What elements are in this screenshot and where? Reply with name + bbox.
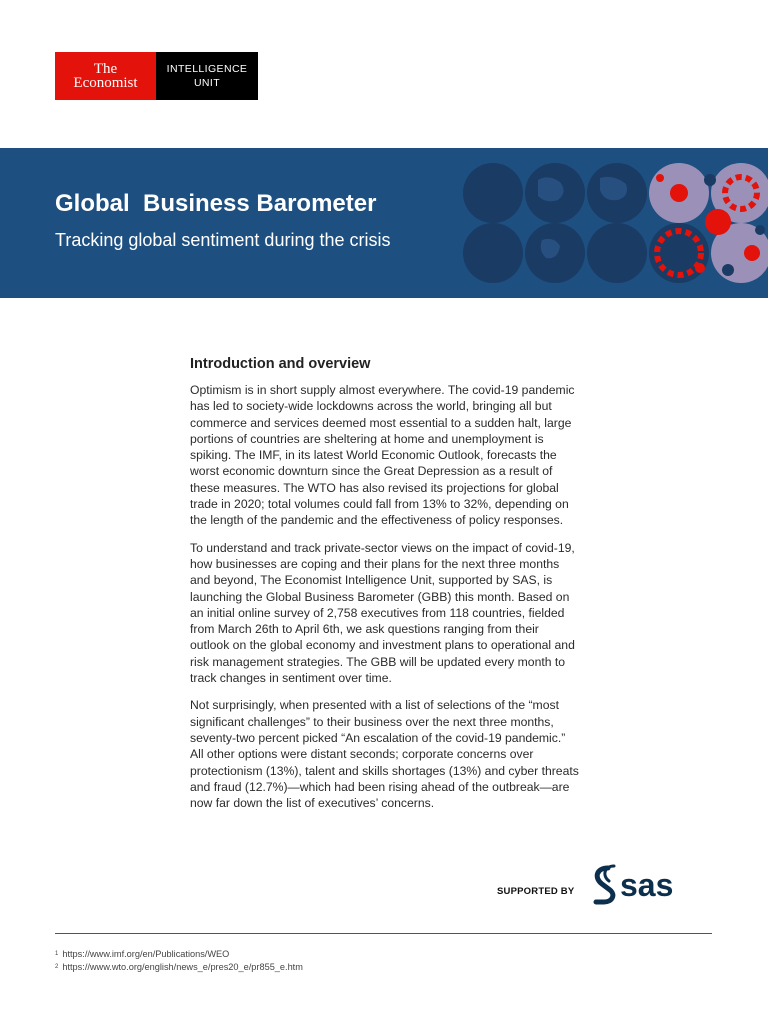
paragraph: Not surprisingly, when presented with a list of selections of the “most significant challenges” to their business over the next three months, seventy-two percent picked “An escalation of the covid-19 pandemic.” All other options were distant seconds; corporate concerns over protectionism (13%), talent and skills shortages (13%) and cyber threats and fraud (12.7%)—which had been rising ahead of the outbreak—are now far down the list of executives’ concerns. <box>190 698 579 811</box>
report-title: Global Business Barometer <box>55 190 377 217</box>
footnote-link[interactable]: https://www.wto.org/english/news_e/pres20_e/pr855_e.htm <box>62 962 303 972</box>
footnote-link[interactable]: https://www.imf.org/en/Publications/WEO <box>62 949 230 959</box>
report-subtitle: Tracking global sentiment during the crisis <box>55 230 391 250</box>
logo-unit-line2: UNIT <box>193 77 221 89</box>
section-heading: Introduction and overview <box>190 356 371 372</box>
footnotes <box>55 948 303 974</box>
economist-eiu-logo <box>55 52 258 100</box>
footnote-1 <box>55 948 303 961</box>
footnote-mark: 2 <box>55 964 59 970</box>
supported-by-label: SUPPORTED BY <box>497 886 575 897</box>
sas-logo-text: sas <box>620 867 674 903</box>
sas-logo <box>592 864 692 906</box>
footnote-2 <box>55 961 303 974</box>
globe-circles-graphic <box>460 160 768 286</box>
logo-economist-line1: The <box>93 61 118 77</box>
article-body <box>190 356 580 822</box>
footer-divider <box>55 933 712 934</box>
paragraph: To understand and track private-sector views on the impact of covid-19, how businesses are coping and their plans for the next three months and beyond, The Economist Intelligence Unit, supported by SAS, is launching the Global Business Barometer (GBB) this month. Based on an initial online survey of 2,758 executives from 118 countries, fielded from March 26th to April 6th, we ask questions ranging from their outlook on the global economy and investment plans to operational and risk management strategies. The GBB will be updated every month to track changes in sentiment over time. <box>190 540 575 686</box>
paragraph: Optimism is in short supply almost everywhere. The covid-19 pandemic has led to society-wide lockdowns across the world, bringing all but commerce and services deemed most essential to a sudden halt, large portions of countries are sheltering at home and unemployment is spiking. The IMF, in its latest World Economic Outlook, forecasts the worst economic downturn since the Great Depression as a result of these measures. The WTO has also revised its projections for global trade in 2020; total volumes could fall from 13% to 32%, depending on the length of the pandemic and the effectiveness of policy responses. <box>190 383 575 528</box>
footnote-mark: 1 <box>55 951 59 957</box>
logo-economist-line2: Economist <box>73 75 138 91</box>
the-economist-logo <box>55 52 156 100</box>
logo-unit-line1: INTELLIGENCE <box>166 63 248 75</box>
title-banner <box>0 148 768 298</box>
intelligence-unit-logo <box>156 52 258 100</box>
